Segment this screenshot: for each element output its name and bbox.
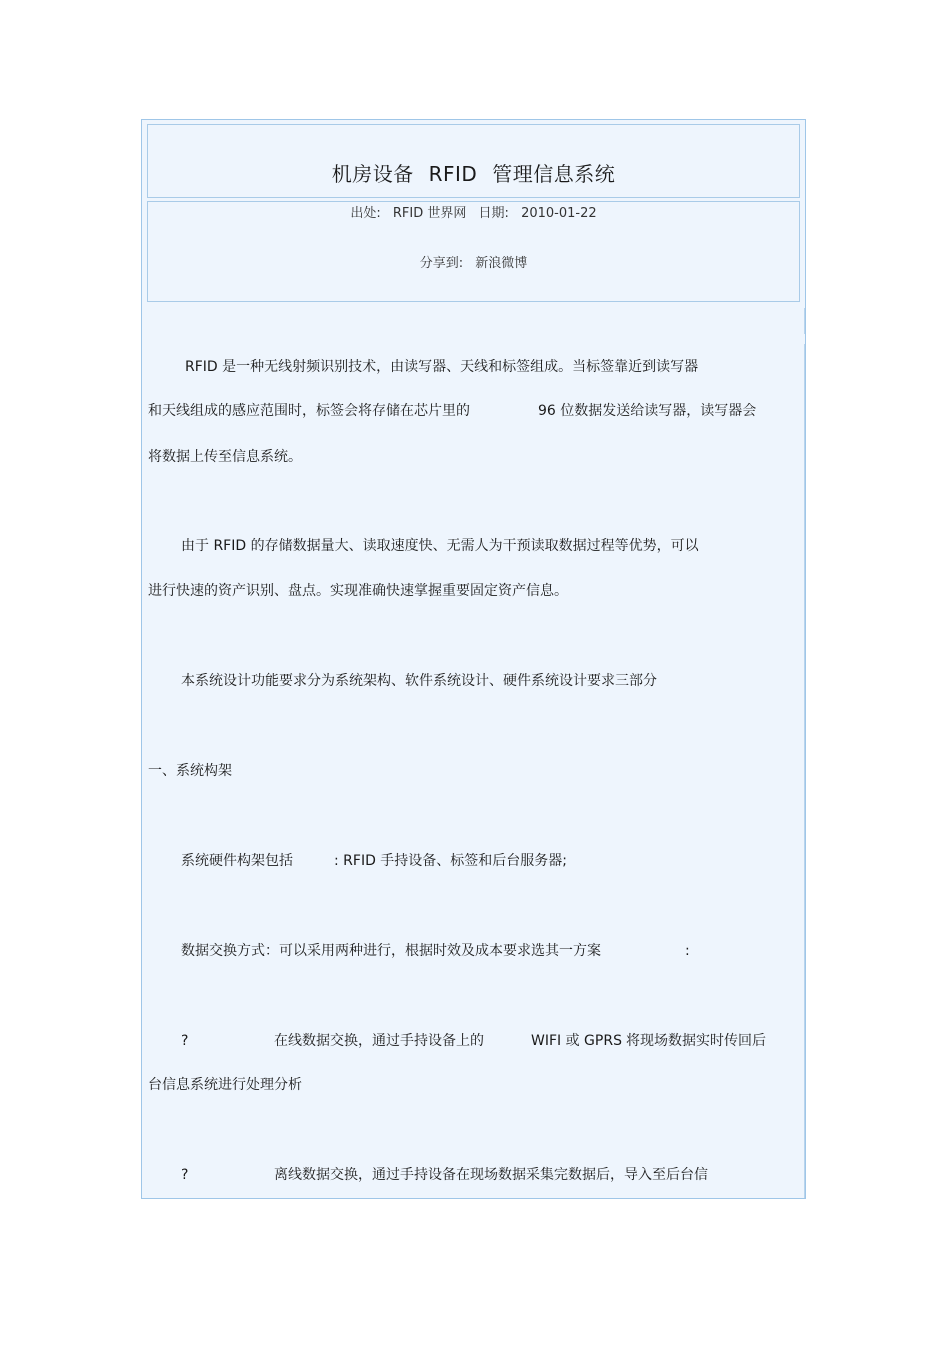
paragraph-line: 离线数据交换，通过手持设备在现场数据采集完数据后，导入至后台信 xyxy=(274,1167,708,1183)
paragraph-line: 将数据上传至信息系统。 xyxy=(148,449,302,465)
share-label: 分享到: xyxy=(419,256,464,271)
paragraph-line: : RFID 手持设备、标签和后台服务器; xyxy=(334,853,568,869)
bullet-marker: ? xyxy=(181,1167,189,1183)
meta-box xyxy=(147,201,800,302)
source-link[interactable]: RFID 世界网 xyxy=(392,206,467,221)
paragraph-line: 在线数据交换，通过手持设备上的 xyxy=(274,1033,484,1049)
paragraph-line: : xyxy=(685,943,690,959)
paragraph-line: 台信息系统进行处理分析 xyxy=(148,1077,302,1093)
date-value: 2010-01-22 xyxy=(521,206,597,221)
article-panel xyxy=(141,119,806,1199)
share-weibo-link[interactable]: 新浪微博 xyxy=(475,256,528,271)
title-box xyxy=(147,124,800,198)
share-line xyxy=(148,255,799,273)
date-label: 日期: xyxy=(478,206,509,221)
source-label: 出处: xyxy=(350,206,381,221)
divider-line xyxy=(804,344,805,1198)
paragraph-line: WIFI 或 GPRS xyxy=(531,1033,622,1049)
paragraph-line: 由于 RFID 的存储数据量大、读取速度快、无需人为干预读取数据过程等优势，可以 xyxy=(181,538,699,554)
bullet-marker: ? xyxy=(181,1033,189,1049)
section-heading: 一、系统构架 xyxy=(148,763,232,779)
paragraph-line: 本系统设计功能要求分为系统架构、软件系统设计、硬件系统设计要求三部分 xyxy=(181,673,657,689)
source-line xyxy=(148,205,799,223)
paragraph-line: 系统硬件构架包括 xyxy=(181,853,293,869)
paragraph-line: 数据交换方式：可以采用两种进行，根据时效及成本要求选其一方案 xyxy=(181,943,601,959)
paragraph-line: 将现场数据实时传回后 xyxy=(626,1033,766,1049)
paragraph-line: 和天线组成的感应范围时，标签会将存储在芯片里的 xyxy=(148,403,470,419)
paragraph-line: 96 位数据发送给读写器，读写器会 xyxy=(538,403,757,419)
paragraph-line: 进行快速的资产识别、盘点。实现准确快速掌握重要固定资产信息。 xyxy=(148,583,568,599)
article-title: 机房设备 RFID 管理信息系统 xyxy=(331,162,616,186)
divider-line xyxy=(804,308,805,334)
paragraph-line: RFID 是一种无线射频识别技术，由读写器、天线和标签组成。当标签靠近到读写器 xyxy=(185,359,699,375)
